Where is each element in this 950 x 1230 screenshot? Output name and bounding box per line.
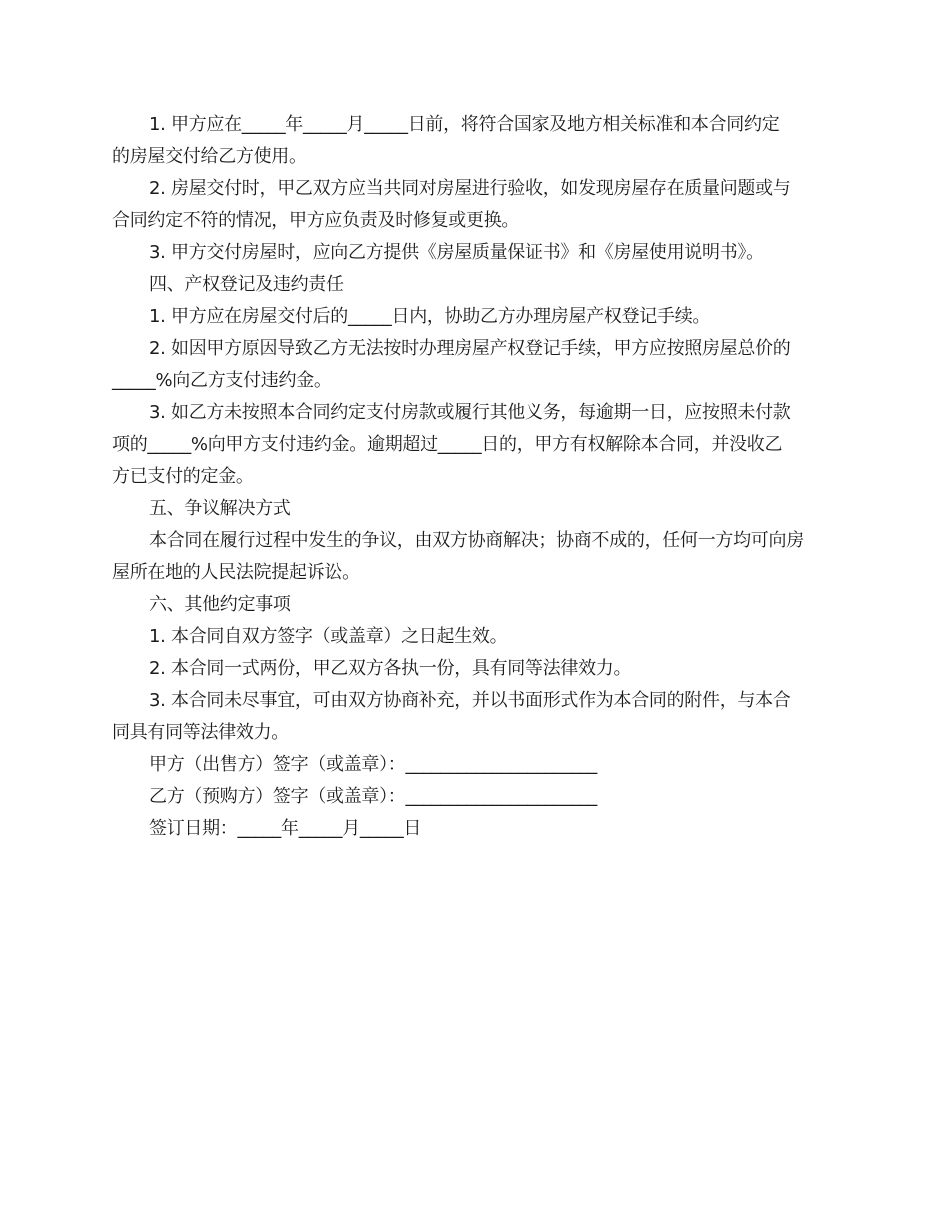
clause-copies: 2. 本合同一式两份，甲乙双方各执一份，具有同等法律效力。 — [149, 658, 632, 679]
signature-party-a: 甲方（出售方）签字（或盖章）：______________________ — [149, 754, 597, 775]
clause-buyer-penalty-cont: 项的_____%向甲方支付违约金。逾期超过_____日的，甲方有权解除本合同，并没收乙 — [112, 434, 783, 455]
clause-seller-penalty-cont: _____%向乙方支付违约金。 — [112, 370, 332, 391]
section-heading-dispute: 五、争议解决方式 — [149, 498, 291, 519]
clause-title-registration: 1. 甲方应在房屋交付后的_____日内，协助乙方办理房屋产权登记手续。 — [149, 306, 711, 327]
clause-effective: 1. 本合同自双方签字（或盖章）之日起生效。 — [149, 626, 508, 647]
clause-acceptance-cont: 合同约定不符的情况，甲方应负责及时修复或更换。 — [112, 210, 520, 231]
signature-party-b: 乙方（预购方）签字（或盖章）：______________________ — [149, 786, 597, 807]
clause-delivery-date: 1. 甲方应在_____年_____月_____日前，将符合国家及地方相关标准和本合同约定 — [149, 114, 780, 135]
clause-supplement-cont: 同具有同等法律效力。 — [112, 722, 289, 743]
clause-supplement: 3. 本合同未尽事宜，可由双方协商补充，并以书面形式作为本合同的附件，与本合 — [149, 690, 791, 711]
clause-buyer-penalty-end: 方已支付的定金。 — [112, 466, 254, 487]
clause-dispute-cont: 屋所在地的人民法院提起诉讼。 — [112, 562, 360, 583]
section-heading-other: 六、其他约定事项 — [149, 594, 291, 615]
signing-date: 签订日期：_____年_____月_____日 — [149, 818, 422, 839]
clause-dispute: 本合同在履行过程中发生的争议，由双方协商解决；协商不成的，任何一方均可向房 — [149, 530, 804, 551]
clause-seller-penalty: 2. 如因甲方原因导致乙方无法按时办理房屋产权登记手续，甲方应按照房屋总价的 — [149, 338, 791, 359]
section-heading-title-liability: 四、产权登记及违约责任 — [149, 274, 344, 295]
document-body — [112, 109, 840, 845]
clause-delivery-date-cont: 的房屋交付给乙方使用。 — [112, 146, 307, 167]
clause-acceptance: 2. 房屋交付时，甲乙双方应当共同对房屋进行验收，如发现房屋存在质量问题或与 — [149, 178, 791, 199]
clause-buyer-penalty: 3. 如乙方未按照本合同约定支付房款或履行其他义务，每逾期一日，应按照未付款 — [149, 402, 791, 423]
clause-documents: 3. 甲方交付房屋时，应向乙方提供《房屋质量保证书》和《房屋使用说明书》。 — [149, 242, 764, 263]
